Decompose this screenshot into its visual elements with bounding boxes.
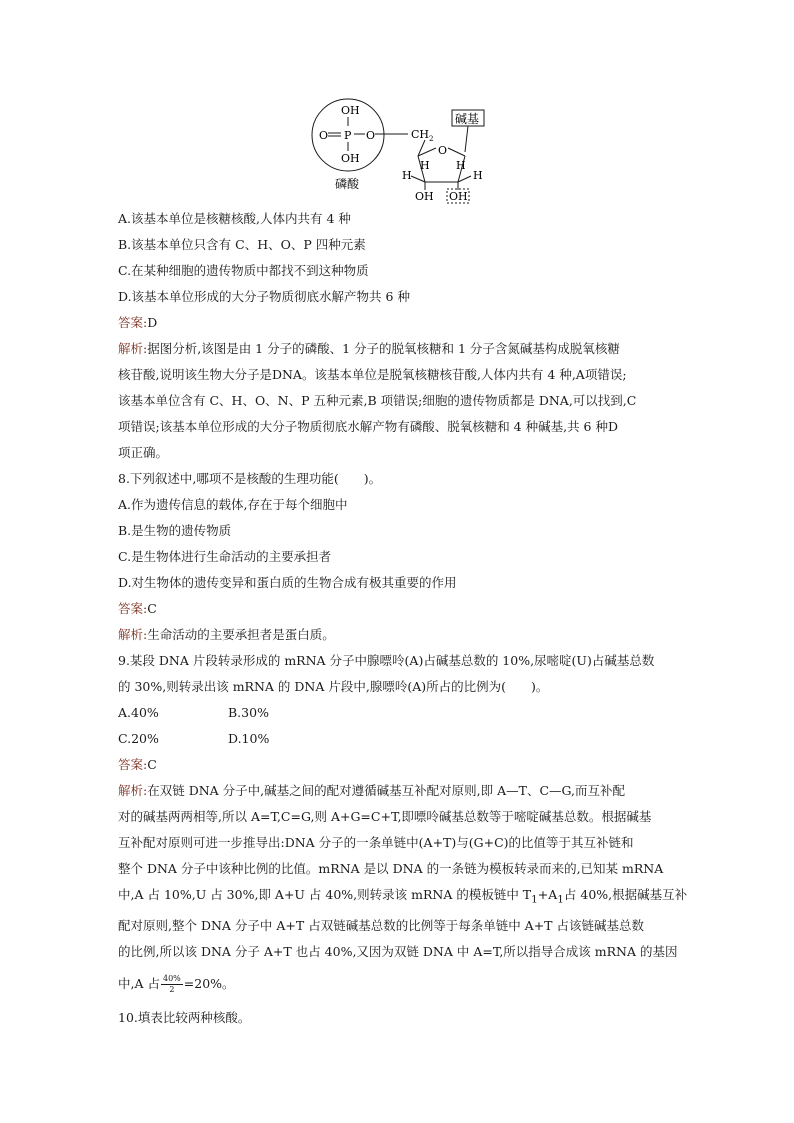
phosphate-o-right: O: [366, 129, 376, 142]
sugar-ch2: $CH_2$: [411, 128, 434, 143]
q9-options-row: [118, 726, 678, 752]
answer-label: 答案:: [118, 757, 148, 772]
q7-analysis-line: [118, 336, 678, 362]
document-page: [118, 96, 688, 1031]
phosphate-oh-bottom: OH: [341, 152, 360, 165]
sugar-ring-o: O: [438, 144, 448, 157]
q7-analysis-line: 项错误;该基本单位形成的大分子物质彻底水解产物有磷酸、脱氧核糖和 4 种碱基,共 6 种D: [118, 419, 619, 434]
sugar-h4: H: [473, 169, 483, 182]
base-label: 碱基: [455, 112, 480, 126]
q8-analysis: [118, 622, 678, 648]
answer-label: 答案:: [118, 601, 148, 616]
ring-o-c1: [448, 148, 465, 156]
analysis-text: 占 40%,根据碱基互补: [563, 887, 688, 902]
analysis-text: 生命活动的主要承担者是蛋白质。: [147, 627, 335, 642]
q10-stem: 10.填表比较两种核酸。: [118, 1009, 251, 1025]
fraction-numerator: 40%: [162, 973, 181, 983]
q9-option-c: C.20%: [118, 731, 159, 746]
fraction: [161, 974, 183, 995]
analysis-text: 据图分析,该图是由 1 分子的磷酸、1 分子的脱氧核糖和 1 分子含氮碱基构成脱氧核糖: [147, 341, 620, 356]
q9-analysis-line: 的比例,所以该 DNA 分子 A+T 也占 40%,又因为双链 DNA 中 A=T,所以指导合成该 mRNA 的基因: [118, 943, 678, 959]
answer-value: C: [147, 601, 157, 616]
phosphate-p: P: [344, 129, 352, 142]
q9-option-a: A.40%: [118, 705, 159, 720]
fraction-denominator: 2: [169, 984, 175, 994]
q9-stem-line: 的 30%,则转录出该 mRNA 的 DNA 片段中,腺嘌呤(A)所占的比例为( )。: [118, 679, 549, 694]
phosphate-oh-top: OH: [341, 104, 360, 117]
analysis-text: 中,A 占: [118, 975, 160, 991]
q9-analysis-line: 互补配对原则可进一步推导出:DNA 分子的一条单链中(A+T)与(G+C)的比值等于其互补链和: [118, 835, 634, 850]
phosphate-o-left: O: [319, 129, 329, 142]
sugar-oh-c2: OH: [449, 190, 468, 203]
subscript: 1: [531, 893, 538, 906]
q7-option-c: C.在某种细胞的遗传物质中都找不到这种物质: [118, 263, 369, 278]
q7-analysis-line: 项正确。: [118, 445, 169, 460]
q9-option-d: D.10%: [228, 731, 270, 746]
q9-analysis-line: 对的碱基两两相等,所以 A=T,C=G,则 A+G=C+T,即嘌呤碱基总数等于嘧啶碱基总数。根据碱基: [118, 809, 652, 824]
q7-option-a: A.该基本单位是核糖核酸,人体内共有 4 种: [118, 211, 351, 226]
q8-option-a: A.作为遗传信息的载体,存在于每个细胞中: [118, 497, 348, 512]
analysis-label: 解析:: [118, 627, 148, 642]
q8-answer: [118, 596, 678, 622]
q7-analysis-line: 核苷酸,说明该生物大分子是DNA。该基本单位是脱氧核糖核苷酸,人体内共有 4 种,A项错误;: [118, 367, 627, 382]
sugar-h2: H: [456, 159, 466, 172]
q8-stem: 8.下列叙述中,哪项不是核酸的生理功能( )。: [118, 471, 382, 486]
analysis-text: +A: [537, 887, 558, 902]
phosphate-label: 磷酸: [335, 177, 360, 191]
q8-option-d: D.对生物体的遗传变异和蛋白质的生物合成有极其重要的作用: [118, 575, 457, 590]
q9-analysis-line: 整个 DNA 分子中该种比例的比值。mRNA 是以 DNA 的一条链为模板转录而来的,已知某 mRNA: [118, 861, 664, 876]
q9-stem-line: 9.某段 DNA 片段转录形成的 mRNA 分子中腺嘌呤(A)占碱基总数的 10%,尿嘧啶(U)占碱基总数: [118, 653, 655, 668]
analysis-text: 中,A 占 10%,U 占 30%,即 A+U 占 40%,则转录该 mRNA 的模板链中 T: [118, 887, 532, 902]
q7-analysis-line: 该基本单位含有 C、H、O、N、P 五种元素,B 项错误;细胞的遗传物质都是 DNA,可以找到,C: [118, 393, 637, 408]
sugar-h3: H: [402, 169, 412, 182]
q8-option-c: C.是生物体进行生命活动的主要承担者: [118, 549, 332, 564]
sugar-h1: H: [420, 159, 430, 172]
q9-options-row: [118, 700, 678, 726]
sugar-oh-c3: OH: [415, 190, 434, 203]
q9-analysis-line: 配对原则,整个 DNA 分子中 A+T 占双链碱基总数的比例等于每条单链中 A+T 占该链碱基总数: [118, 917, 644, 933]
analysis-label: 解析:: [118, 783, 148, 798]
analysis-text: =20%。: [183, 975, 235, 991]
bond-base-c1: [465, 126, 468, 152]
nucleotide-diagram: [118, 96, 678, 206]
answer-label: 答案:: [118, 315, 148, 330]
nucleotide-structure-svg: [308, 96, 498, 206]
q9-analysis-last-line: [118, 971, 678, 997]
q7-option-d: D.该基本单位形成的大分子物质彻底水解产物共 6 种: [118, 289, 410, 304]
q7-option-b: B.该基本单位只含有 C、H、O、P 四种元素: [118, 237, 366, 252]
q9-answer: [118, 752, 678, 778]
answer-value: D: [147, 315, 158, 330]
analysis-label: 解析:: [118, 341, 148, 356]
subscript: 1: [557, 893, 564, 906]
q9-analysis-line: [118, 882, 688, 913]
bond-c2-h: [458, 176, 471, 182]
answer-value: C: [147, 757, 157, 772]
analysis-text: 在双链 DNA 分子中,碱基之间的配对遵循碱基互补配对原则,即 A—T、C—G,而互补配: [147, 783, 626, 798]
q8-option-b: B.是生物的遗传物质: [118, 523, 232, 538]
q9-option-b: B.30%: [228, 705, 269, 720]
q7-answer: [118, 310, 678, 336]
bond-c3-h: [411, 176, 425, 182]
q9-analysis-line: [118, 778, 678, 804]
